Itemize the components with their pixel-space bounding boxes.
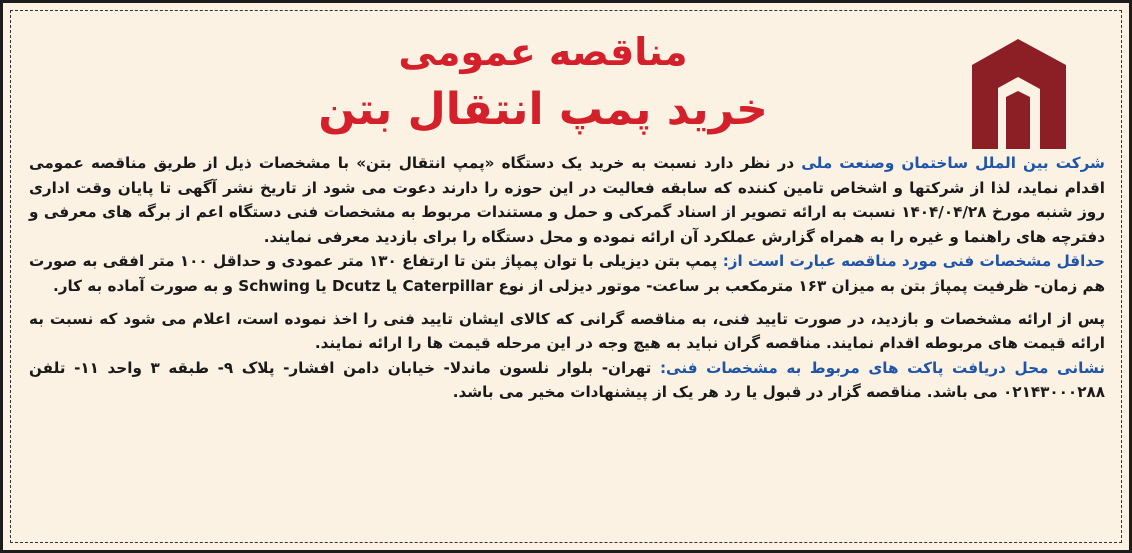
specs-or-1: یا [380,276,403,295]
address-label: نشانی محل دریافت پاکت های مربوط به مشخصات فنی: [659,358,1105,377]
intro-paragraph [29,151,1105,249]
address-paragraph [29,356,1105,405]
specs-text-part1: پمپ بتن دیزیلی با توان پمپاژ بتن تا ارتفاع ۱۳۰ متر عمودی و حداقل ۱۰۰ متر افقی به صورت هم زمان- ظرفیت پمپاژ بتن به میزان ۱۶۳ مترمکعب بر ساعت- موتور دیزلی از نوع [29,252,1105,295]
announcement-body [29,151,1105,405]
title-line-1: مناقصه عمومی [398,30,688,74]
house-outline-logo-icon [966,31,1072,151]
specs-or-2: یا [309,276,332,295]
intro-text: در نظر دارد نسبت به خرید یک دستگاه «پمپ انتقال بتن» با مشخصات ذیل از طریق مناقصه عمومی اقدام نماید، لذا از شرکتها و اشخاص تامین کننده که سابقه فعالیت در این حوزه را دارند دعوت می شود از تاریخ نشر آگهی تا پایان وقت اداری روز شنبه مورخ ۱۴۰۴/۰۴/۲۸ نسبت به ارائه تصویر از اسناد گمرکی و حمل و مستندات مربوط به مشخصات فنی دستگاه اعم از برگه های معرفی و دفترچه های راهنما و غیره را به همراه گزارش عملکرد آن ارائه نموده و محل دستگاه را برای بازدید معرفی نمایند. [29,154,1105,246]
specs-paragraph [29,249,1105,298]
address-text: تهران- بلوار نلسون ماندلا- خیابان دامن افشار- پلاک ۹- طبقه ۳ واحد ۱۱- تلفن ۰۲۱۴۳۰۰۰۲۸۸ می باشد. مناقصه گزار در قبول یا رد هر یک از پیشنهادات مخیر می باشد. [29,358,1105,402]
company-name: شرکت بین الملل ساختمان وصنعت ملی [801,154,1105,172]
brand-dcutz: Dcutz [331,276,381,295]
title-line-2: خرید پمپ انتقال بتن [318,84,768,135]
brand-caterpillar: Caterpillar [402,276,494,295]
after-visit-paragraph: پس از ارائه مشخصات و بازدید، در صورت تایید فنی، به مناقصه گرانی که کالای ایشان تایید فنی را اخذ نموده است، اعلام می شود که نسبت به ارائه قیمت های مربوطه اقدام نمایند. مناقصه گران نباید به هیچ وجه در این مرحله قیمت ها را ارائه نمایند. [29,309,1105,353]
brand-schwing: Schwing [238,276,310,295]
specs-text-part2: و به صورت آماده به کار. [52,276,239,295]
specs-label: حداقل مشخصات فنی مورد مناقصه عبارت است از: [722,252,1105,271]
